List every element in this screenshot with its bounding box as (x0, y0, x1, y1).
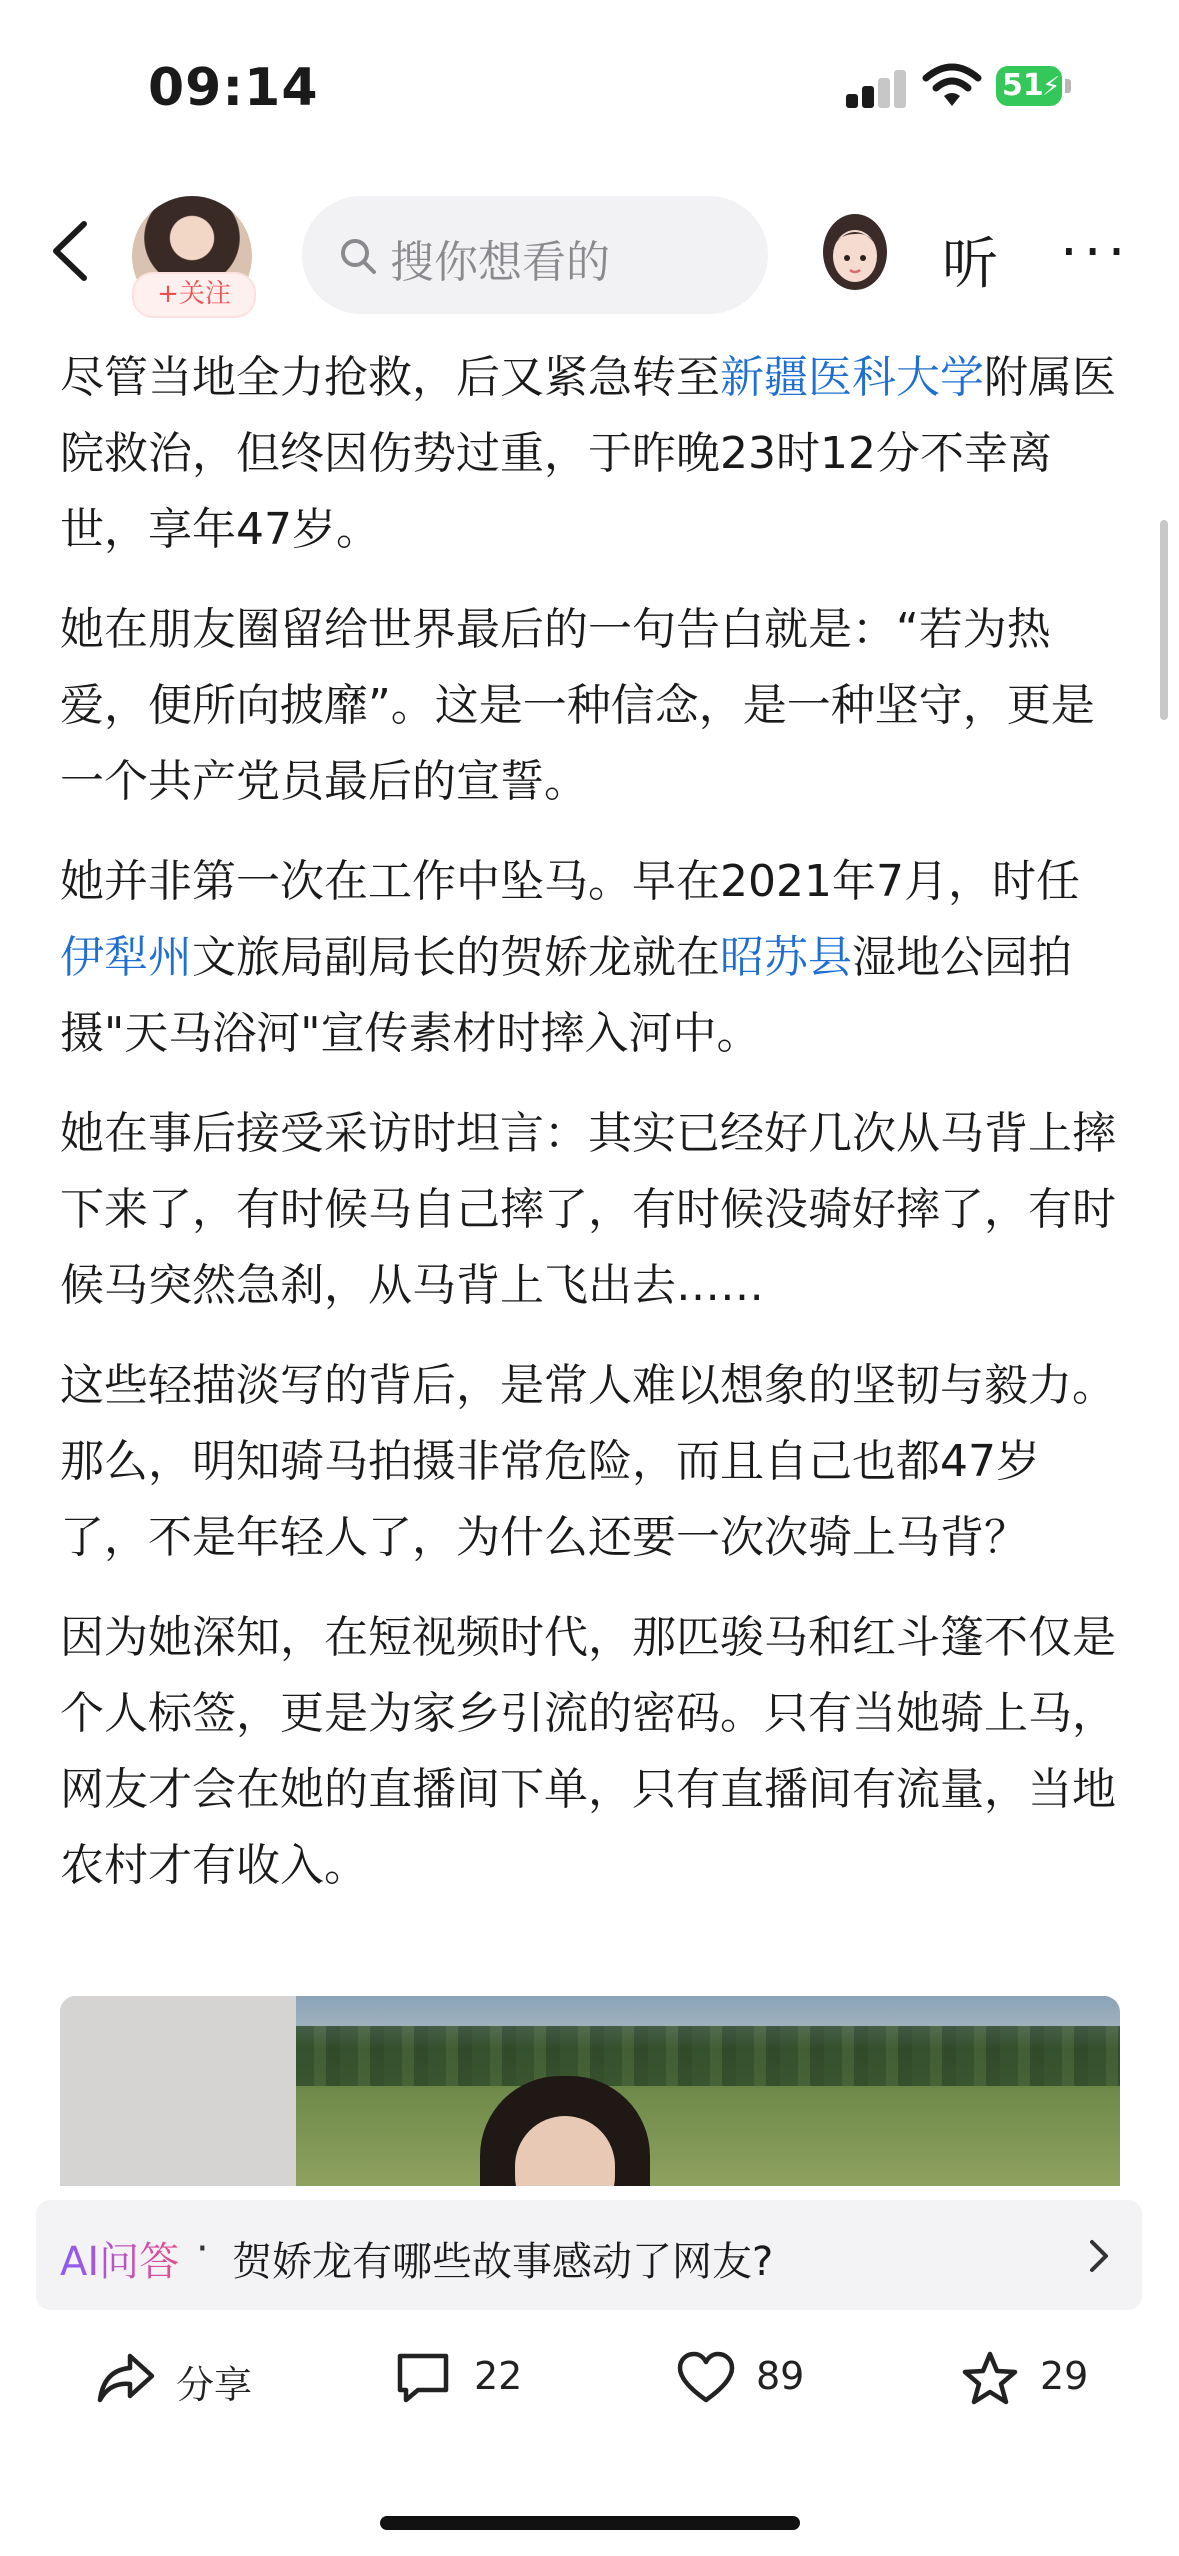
status-bar (0, 0, 1179, 170)
article-paragraph: 她并非第一次在工作中坠马。早在2021年7月，时任伊犁州文旅局副局长的贺娇龙就在昭苏县湿地公园拍摄"天马浴河"宣传素材时摔入河中。 (60, 856, 1080, 1059)
article-paragraph: 她在事后接受采访时坦言：其实已经好几次从马背上摔下来了，有时候马自己摔了，有时候没骑好摔了，有时候马突然急刹，从马背上飞出去…… (60, 1108, 1116, 1311)
search-icon (338, 236, 378, 276)
more-options-button[interactable]: ··· (1060, 220, 1132, 285)
article-paragraph: 这些轻描淡写的背后，是常人难以想象的坚韧与毅力。那么，明知骑马拍摄非常危险，而且自己也都47岁了，不是年轻人了，为什么还要一次次骑上马背？ (60, 1360, 1116, 1563)
heart-icon (676, 2350, 736, 2406)
home-indicator[interactable] (380, 2516, 800, 2530)
bottom-action-bar (0, 2326, 1179, 2436)
favorite-count: 29 (1040, 2354, 1089, 2398)
follow-button[interactable]: +关注 (132, 272, 256, 318)
share-label: 分享 (176, 2363, 253, 2407)
search-bar[interactable] (302, 196, 768, 314)
listen-button[interactable]: 听 (942, 232, 998, 297)
listen-assistant-avatar-icon[interactable] (820, 212, 890, 294)
article-photo[interactable] (60, 1996, 1120, 2186)
like-button[interactable] (676, 2346, 836, 2416)
wifi-icon (922, 62, 982, 108)
favorite-button[interactable] (960, 2346, 1120, 2416)
topic-link[interactable]: 昭苏县 (720, 932, 852, 983)
ai-question-text: 贺娇龙有哪些故事感动了网友? (232, 2239, 774, 2285)
article-paragraph: 因为她深知，在短视频时代，那匹骏马和红斗篷不仅是个人标签，更是为家乡引流的密码。只有当她骑上马，网友才会在她的直播间下单，只有直播间有流量，当地农村才有收入。 (60, 1612, 1116, 1891)
ai-qa-tag: AI问答 (60, 2230, 179, 2287)
charging-bolt-icon: ⚡ (1042, 72, 1061, 102)
scrollbar[interactable] (1160, 520, 1168, 720)
comment-count: 22 (474, 2354, 523, 2398)
ai-question-card[interactable] (36, 2200, 1142, 2310)
article-paragraph: 尽管当地全力抢救，后又紧急转至新疆医科大学附属医院救治，但终因伤势过重，于昨晚23时12分不幸离世，享年47岁。 (60, 352, 1116, 555)
article-paragraph: 她在朋友圈留给世界最后的一句告白就是：“若为热爱，便所向披靡”。这是一种信念，是一种坚守，更是一个共产党员最后的宣誓。 (60, 604, 1095, 807)
star-icon (960, 2350, 1020, 2408)
cellular-signal-icon (846, 70, 908, 108)
battery-level: 51 (1002, 68, 1044, 103)
topic-link[interactable]: 伊犁州 (60, 932, 192, 983)
comment-button[interactable] (394, 2346, 554, 2416)
share-icon (96, 2350, 156, 2406)
separator-dot: · (196, 2226, 209, 2272)
status-time: 09:14 (148, 58, 319, 118)
search-placeholder: 搜你想看的 (390, 237, 610, 288)
share-button[interactable] (96, 2346, 276, 2416)
article-body (60, 340, 1120, 1928)
comment-icon (394, 2350, 452, 2406)
chevron-right-icon (1084, 2238, 1114, 2274)
battery-icon (996, 66, 1072, 106)
topic-link[interactable]: 新疆医科大学 (720, 352, 984, 403)
top-navigation-bar (0, 190, 1179, 320)
like-count: 89 (756, 2354, 805, 2398)
person-in-photo (480, 2076, 650, 2186)
back-arrow-icon[interactable] (44, 218, 104, 284)
